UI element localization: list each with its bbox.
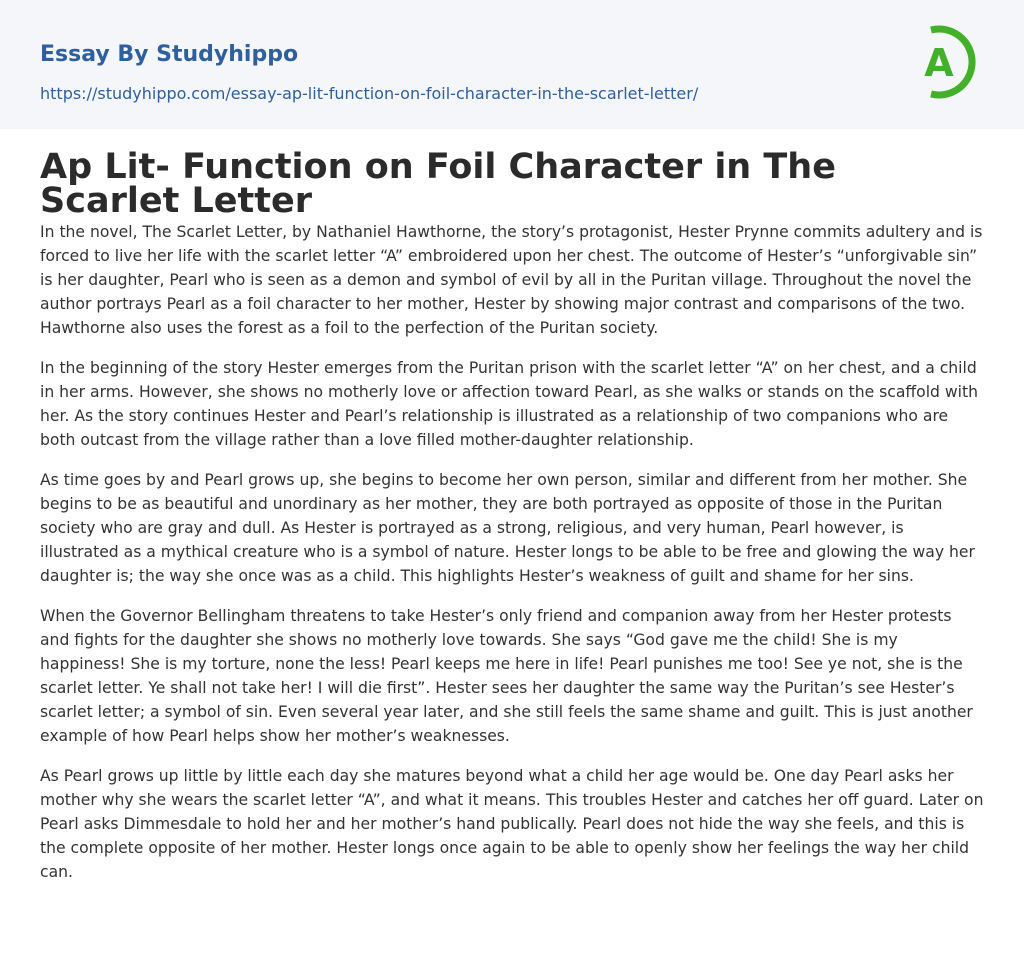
article [40, 147, 984, 900]
article-paragraph-4: When the Governor Bellingham threatens to take Hester’s only friend and companion away from her Hester protests and fights for the daughter she shows no motherly love towards. She says “God gave me the child! She is my happiness! She is my torture, none the less! Pearl keeps me here in life! Pearl punishes me too! See ye not, she is the scarlet letter. Ye shall not take her! I will die first”. Hester sees her daughter the same way the Puritan’s see Hester’s scarlet letter; a symbol of sin. Even several year later, and she still feels the same shame and guilt. This is just another example of how Pearl helps show her mother’s weaknesses. [40, 607, 973, 745]
logo-letter: A [924, 41, 954, 85]
page-url-link[interactable]: https://studyhippo.com/essay-ap-lit-function-on-foil-character-in-the-scarlet-letter/ [40, 84, 699, 103]
article-paragraph-3: As time goes by and Pearl grows up, she begins to become her own person, similar and different from her mother. She begins to be as beautiful and unordinary as her mother, they are both portrayed as opposite of those in the Puritan society who are gray and dull. As Hester is portrayed as a strong, religious, and very human, Pearl however, is illustrated as a mythical creature who is a symbol of nature. Hester longs to be able to be free and glowing the way her daughter is; the way she once was as a child. This highlights Hester’s weakness of guilt and shame for her sins. [40, 471, 975, 585]
article-paragraph-5: As Pearl grows up little by little each day she matures beyond what a child her age would be. One day Pearl asks her mother why she wears the scarlet letter “A”, and what it means. This troubles Hester and catches her off guard. Later on Pearl asks Dimmesdale to hold her and her mother’s hand publically. Pearl does not hide the way she feels, and this is the complete opposite of her mother. Hester longs once again to be able to openly show her feelings the way her child can. [40, 767, 984, 881]
site-header [0, 0, 1024, 129]
studyhippo-logo-icon[interactable] [913, 20, 985, 104]
article-title: Ap Lit- Function on Foil Character in The Scarlet Letter [40, 147, 836, 221]
site-brand[interactable]: Essay By Studyhippo [40, 42, 299, 67]
article-paragraph-1: In the novel, The Scarlet Letter, by Nathaniel Hawthorne, the story’s protagonist, Hester Prynne commits adultery and is forced to live her life with the scarlet letter “A” embroidered upon her chest. The outcome of Hester’s “unforgivable sin” is her daughter, Pearl who is seen as a demon and symbol of evil by all in the Puritan village. Throughout the novel the author portrays Pearl as a foil character to her mother, Hester by showing major contrast and comparisons of the two. Hawthorne also uses the forest as a foil to the perfection of the Puritan society. [40, 223, 983, 337]
article-paragraph-2: In the beginning of the story Hester emerges from the Puritan prison with the scarlet letter “A” on her chest, and a child in her arms. However, she shows no motherly love or affection toward Pearl, as she walks or stands on the scaffold with her. As the story continues Hester and Pearl’s relationship is illustrated as a relationship of two companions who are both outcast from the village rather than a love filled mother-daughter relationship. [40, 359, 978, 449]
